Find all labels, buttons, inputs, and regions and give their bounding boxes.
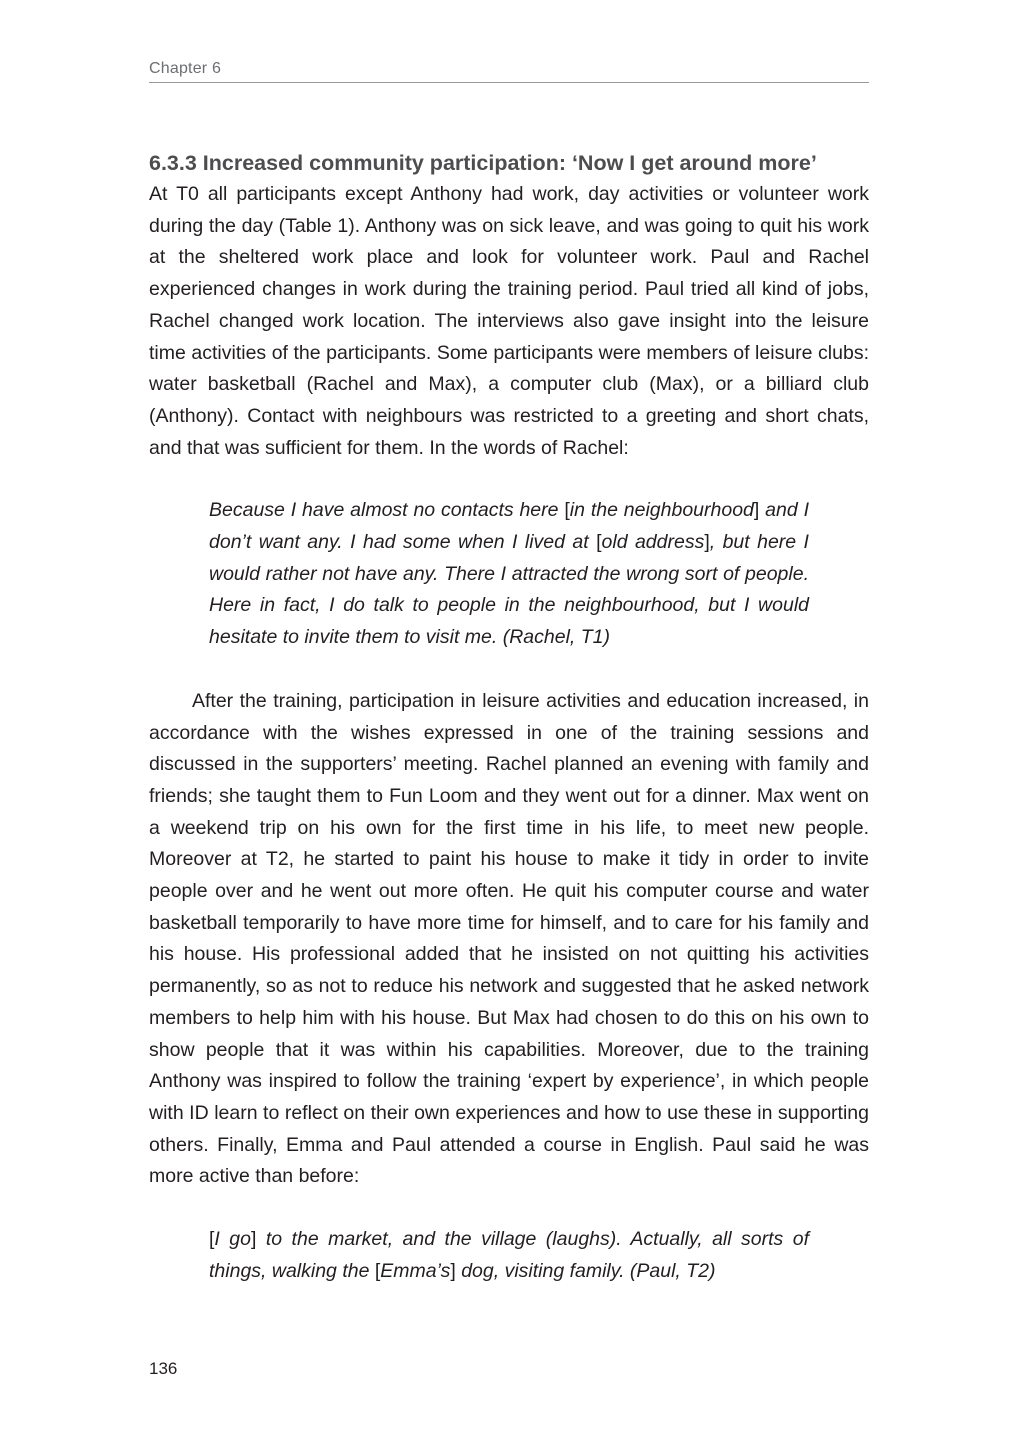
quote-text: Because I have almost no contacts here <box>209 499 565 522</box>
quote-text: , but here I would rather not have any. There I attracted the wrong sort of people. Here in fact, I do talk to people in the neighbourhood, but I would hesitate to invite them to visit me. (Rachel, T1) <box>209 531 809 649</box>
page-number: 136 <box>149 1359 178 1378</box>
page-content <box>149 148 869 1288</box>
block-quote-rachel <box>149 495 869 654</box>
bracket-text: Emma’s <box>380 1259 451 1282</box>
quote-text: and I don’t want any. I had some when I lived at <box>209 499 809 554</box>
spacer <box>149 464 869 495</box>
bracket-text: old address <box>601 531 705 554</box>
body-paragraph-2: After the training, participation in leisure activities and education increased, in accordance with the wishes expressed in one of the training sessions and discussed in the supporters’ meeting. Rachel planned an evening with family and friends; she taught them to Fun Loom and they went out for a dinner. Max went on a weekend trip on his own for the first time in his life, to meet new people. Moreover at T2, he started to paint his house to make it tidy in order to invite people over and he went out more often. He quit his computer course and water basketball temporarily to have more time for himself, and to care for his family and his house. His professional added that he insisted on not quitting his activities permanently, so as not to reduce his network and suggested that he asked network members to help him with his house. But Max had chosen to do this on his own to show people that it was within his capabilities. Moreover, due to the training Anthony was inspired to follow the training ‘expert by experience’, in which people with ID learn to reflect on their own experiences and how to use these in supporting others. Finally, Emma and Paul attended a course in English. Paul said he was more active than before: <box>149 689 869 1188</box>
spacer <box>149 654 869 686</box>
running-head <box>149 60 869 83</box>
body-paragraph-1: At T0 all participants except Anthony had work, day activities or volunteer work during the day (Table 1). Anthony was on sick leave, and was going to quit his work at the sheltered work place and look for volunteer work. Paul and Rachel experienced changes in work during the training period. Paul tried all kind of jobs, Rachel changed work location. The interviews also gave insight into the leisure time activities of the participants. Some participants were members of leisure clubs: water basketball (Rachel and Max), a computer club (Max), or a billiard club (Anthony). Contact with neighbours was restricted to a greeting and short chats, and that was sufficient for them. In the words of Rachel: <box>149 183 869 459</box>
quote-text: to the market, and the village (laughs). Actually, all sorts of things, walking the <box>209 1228 810 1282</box>
editorial-bracket: [in the neighbourhood] <box>564 499 760 522</box>
spacer <box>149 1193 869 1224</box>
bracket-text: I go <box>214 1228 251 1251</box>
block-quote-paul <box>149 1224 869 1287</box>
running-head-text: Chapter 6 <box>149 60 222 77</box>
bracket-text: in the neighbourhood <box>569 499 754 522</box>
quote-text: dog, visiting family. (Paul, T2) <box>455 1259 716 1282</box>
section-heading: 6.3.3 Increased community participation: ‘Now I get around more’ <box>149 151 817 175</box>
editorial-bracket: [Emma’s] <box>374 1259 456 1282</box>
editorial-bracket: [I go] <box>209 1228 257 1251</box>
editorial-bracket: [old address] <box>596 531 710 554</box>
